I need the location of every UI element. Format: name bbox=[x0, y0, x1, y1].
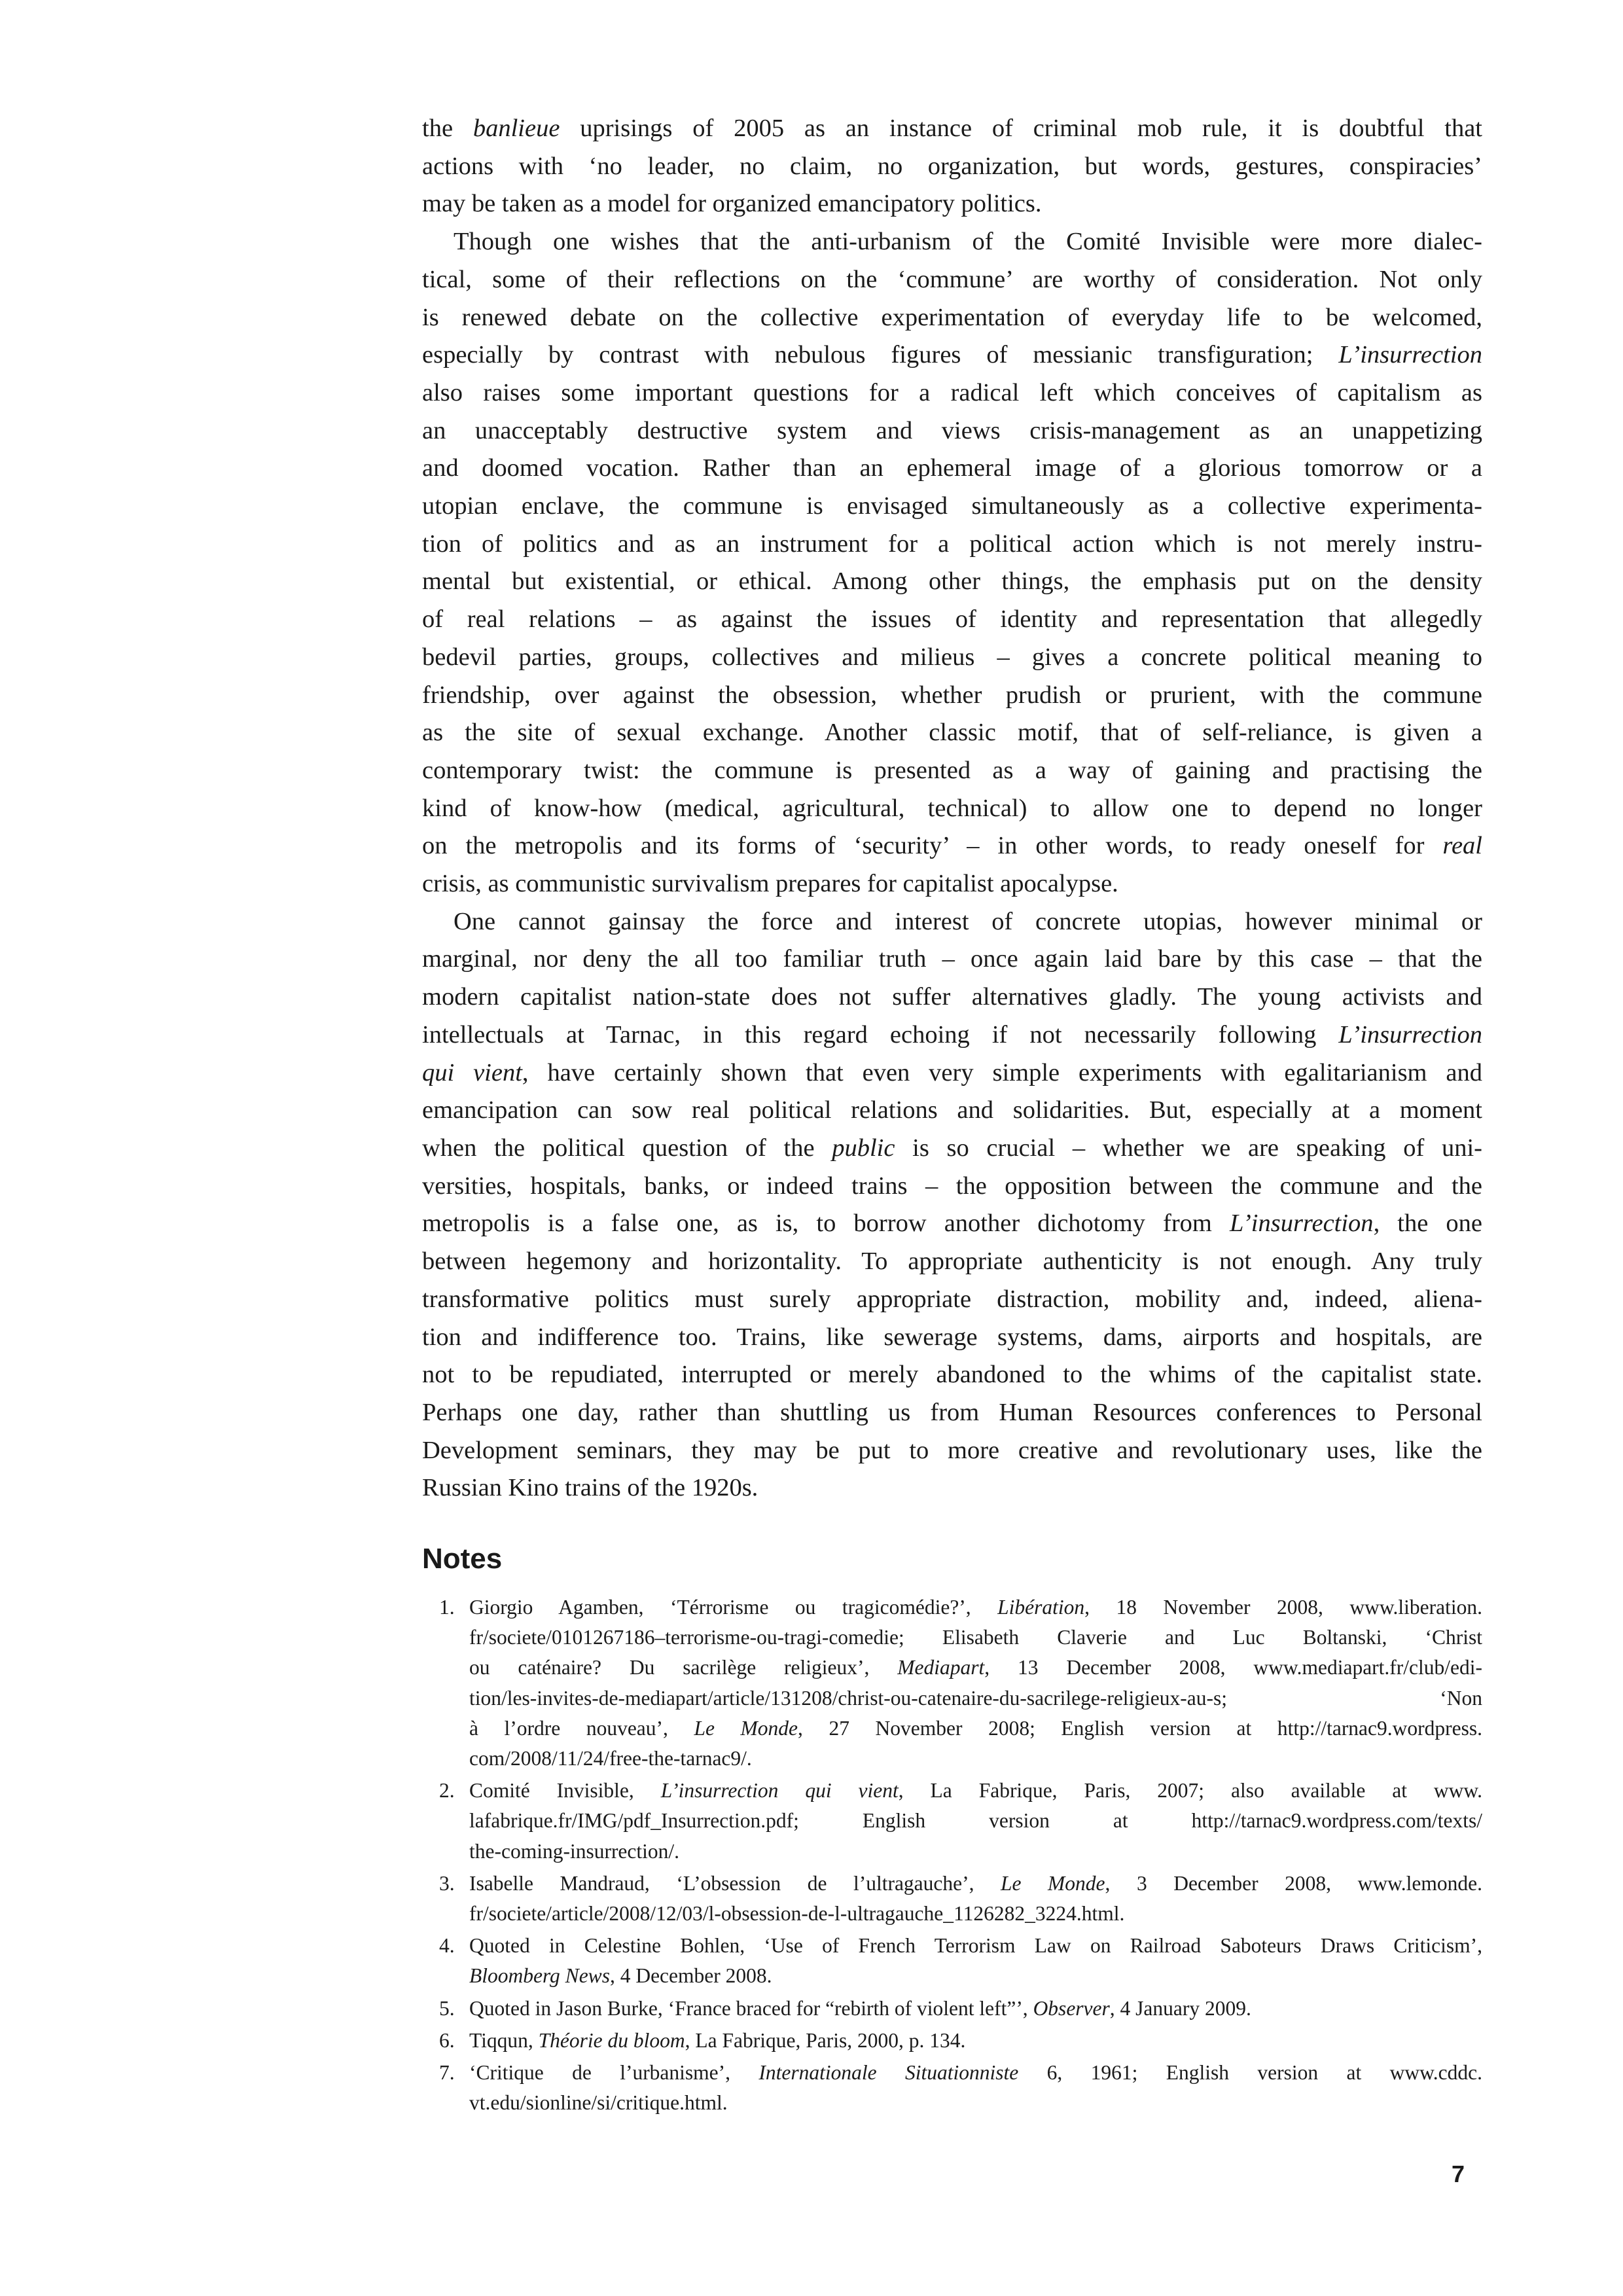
text-run: Comité Invisible, bbox=[469, 1779, 661, 1803]
text-run: modern capitalist nation-state does not suffer alternatives gladly. The young activists and bbox=[422, 983, 1482, 1011]
text-run: intellectuals at Tarnac, in this regard echoing if not necessarily following bbox=[422, 1020, 1339, 1049]
note-line bbox=[469, 1592, 1482, 1623]
note-number: 7. bbox=[439, 2061, 455, 2085]
italic-run: Bloomberg News bbox=[469, 1964, 610, 1988]
italic-run: banlieue bbox=[473, 115, 560, 142]
text-run: contemporary twist: the commune is presented as a way of gaining and practising the bbox=[422, 756, 1482, 784]
text-line bbox=[422, 412, 1482, 450]
text-line bbox=[422, 1016, 1482, 1054]
text-run: Quoted in Jason Burke, ‘France braced for “rebirth of violent left”’, bbox=[469, 1996, 1033, 2020]
text-line bbox=[422, 1432, 1482, 1470]
text-run: One cannot gainsay the force and interest of concrete utopias, however minimal or bbox=[454, 907, 1482, 935]
note-line bbox=[469, 2026, 1482, 2056]
note-item bbox=[422, 1869, 1482, 1929]
text-run: , 4 December 2008. bbox=[609, 1964, 772, 1988]
body-paragraph bbox=[422, 223, 1482, 903]
text-run: bedevil parties, groups, collectives and milieus – gives a concrete political meaning to bbox=[422, 643, 1482, 671]
text-run: actions with ‘no leader, no claim, no organization, but words, gestures, conspiracies’ bbox=[422, 152, 1482, 180]
note-line bbox=[469, 1994, 1482, 2024]
text-line bbox=[422, 677, 1482, 715]
text-run: Development seminars, they may be put to more creative and revolutionary uses, like the bbox=[422, 1436, 1482, 1464]
text-run: as the site of sexual exchange. Another classic motif, that of self-reliance, is given a bbox=[422, 719, 1482, 747]
note-number: 5. bbox=[439, 1996, 455, 2020]
text-line bbox=[422, 865, 1482, 903]
italic-run: Le Monde bbox=[694, 1716, 798, 1740]
note-line bbox=[469, 2058, 1482, 2088]
note-number: 6. bbox=[439, 2028, 455, 2052]
text-run: , 4 January 2009. bbox=[1109, 1996, 1251, 2020]
text-line bbox=[422, 1356, 1482, 1394]
text-line bbox=[422, 978, 1482, 1016]
note-line bbox=[469, 1931, 1482, 1961]
text-run: emancipation can sow real political relations and solidarities. But, especially at a moment bbox=[422, 1096, 1482, 1124]
text-run: the bbox=[422, 115, 473, 142]
text-run: is renewed debate on the collective experimentation of everyday life to be welcomed, bbox=[422, 303, 1482, 331]
text-run: , La Fabrique, Paris, 2007; also available at www. bbox=[898, 1779, 1482, 1803]
text-line bbox=[422, 941, 1482, 978]
text-run: com/2008/11/24/free-the-tarnac9/. bbox=[469, 1747, 752, 1770]
text-line bbox=[422, 790, 1482, 828]
text-run: , 18 November 2008, www.liberation. bbox=[1084, 1596, 1482, 1619]
text-run: marginal, nor deny the all too familiar truth – once again laid bare by this case – that the bbox=[422, 945, 1482, 973]
text-line bbox=[422, 1243, 1482, 1281]
notes-list bbox=[422, 1592, 1482, 2120]
note-number: 3. bbox=[439, 1871, 455, 1895]
text-run: lafabrique.fr/IMG/pdf_Insurrection.pdf; English version at http://tarnac9.wordpress.com/texts/ bbox=[469, 1809, 1482, 1833]
italic-run: Observer bbox=[1033, 1996, 1110, 2020]
text-run: friendship, over against the obsession, whether prudish or prurient, with the commune bbox=[422, 681, 1482, 709]
text-line bbox=[422, 1168, 1482, 1206]
text-run: metropolis is a false one, as is, to borrow another dichotomy from bbox=[422, 1210, 1230, 1238]
text-line bbox=[422, 261, 1482, 299]
text-line bbox=[422, 1281, 1482, 1319]
text-run: tion and indifference too. Trains, like sewerage systems, dams, airports and hospitals, are bbox=[422, 1323, 1482, 1351]
text-line bbox=[422, 1319, 1482, 1357]
text-run: crisis, as communistic survivalism prepares for capitalist apocalypse. bbox=[422, 870, 1118, 898]
text-run: , La Fabrique, Paris, 2000, p. 134. bbox=[685, 2028, 966, 2052]
text-line bbox=[422, 639, 1482, 677]
text-run: especially by contrast with nebulous figures of messianic transfiguration; bbox=[422, 341, 1339, 369]
text-line bbox=[422, 601, 1482, 639]
note-line bbox=[469, 1623, 1482, 1653]
note-line bbox=[469, 2088, 1482, 2118]
note-line bbox=[469, 1776, 1482, 1806]
text-run: , 3 December 2008, www.lemonde. bbox=[1105, 1871, 1482, 1895]
text-line bbox=[422, 714, 1482, 752]
italic-run: Libération bbox=[997, 1596, 1085, 1619]
text-run: kind of know-how (medical, agricultural, technical) to allow one to depend no longer bbox=[422, 794, 1482, 822]
text-run: transformative politics must surely appropriate distraction, mobility and, indeed, aliena- bbox=[422, 1285, 1482, 1313]
note-number: 1. bbox=[439, 1596, 455, 1619]
text-run: an unacceptably destructive system and views crisis-management as an unappetizing bbox=[422, 416, 1482, 444]
text-run: Giorgio Agamben, ‘Térrorisme ou tragicomédie?’, bbox=[469, 1596, 998, 1619]
italic-run: Internationale Situationniste bbox=[758, 2061, 1019, 2085]
text-line bbox=[422, 336, 1482, 374]
italic-run: Théorie du bloom bbox=[538, 2028, 685, 2052]
italic-run: L’insurrection bbox=[1338, 1020, 1482, 1049]
text-line bbox=[422, 1092, 1482, 1130]
text-run: 6, 1961; English version at www.cddc. bbox=[1018, 2061, 1482, 2085]
text-run: à l’ordre nouveau’, bbox=[469, 1716, 694, 1740]
text-run: Tiqqun, bbox=[469, 2028, 539, 2052]
text-run: vt.edu/sionline/si/critique.html. bbox=[469, 2091, 728, 2115]
page-number: 7 bbox=[1452, 2161, 1465, 2187]
text-run: fr/societe/article/2008/12/03/l-obsession-de-l-ultragauche_1126282_3224.html. bbox=[469, 1902, 1125, 1926]
text-run: versities, hospitals, banks, or indeed trains – the opposition between the commune and the bbox=[422, 1172, 1482, 1200]
text-run: on the metropolis and its forms of ‘security’ – in other words, to ready oneself for bbox=[422, 832, 1443, 860]
text-line bbox=[422, 374, 1482, 412]
text-run: of real relations – as against the issues of identity and representation that allegedly bbox=[422, 605, 1482, 634]
text-run: may be taken as a model for organized emancipatory politics. bbox=[422, 190, 1042, 218]
text-line bbox=[422, 110, 1482, 148]
text-run: mental but existential, or ethical. Among other things, the emphasis put on the density bbox=[422, 567, 1482, 596]
body-paragraph bbox=[422, 110, 1482, 223]
text-run: ‘Critique de l’urbanisme’, bbox=[469, 2061, 759, 2085]
text-run: Russian Kino trains of the 1920s. bbox=[422, 1474, 758, 1502]
text-line bbox=[422, 148, 1482, 186]
text-run: , 27 November 2008; English version at http://tarnac9.wordpress. bbox=[798, 1716, 1482, 1740]
text-run: when the political question of the bbox=[422, 1134, 832, 1162]
note-item bbox=[422, 1776, 1482, 1867]
text-run: uprisings of 2005 as an instance of criminal mob rule, it is doubtful that bbox=[560, 115, 1482, 142]
note-number: 2. bbox=[439, 1779, 455, 1803]
note-line bbox=[469, 1653, 1482, 1683]
text-line bbox=[422, 526, 1482, 564]
body-paragraph bbox=[422, 903, 1482, 1507]
text-run: between hegemony and horizontality. To appropriate authenticity is not enough. Any truly bbox=[422, 1247, 1482, 1276]
text-line bbox=[422, 1054, 1482, 1092]
text-line bbox=[422, 223, 1482, 261]
note-line bbox=[469, 1683, 1482, 1713]
text-line bbox=[422, 488, 1482, 526]
note-item bbox=[422, 1994, 1482, 2024]
text-run: tical, some of their reflections on the ‘commune’ are worthy of consideration. Not only bbox=[422, 265, 1482, 293]
text-line bbox=[422, 185, 1482, 223]
text-run: also raises some important questions for a radical left which conceives of capitalism as bbox=[422, 378, 1482, 406]
note-number: 4. bbox=[439, 1934, 455, 1958]
text-run: , the one bbox=[1373, 1210, 1483, 1238]
text-line bbox=[422, 299, 1482, 337]
text-line bbox=[422, 752, 1482, 790]
text-run: the-coming-insurrection/. bbox=[469, 1839, 680, 1863]
text-line bbox=[422, 450, 1482, 488]
text-run: Perhaps one day, rather than shuttling us from Human Resources conferences to Personal bbox=[422, 1398, 1482, 1426]
note-line bbox=[469, 1806, 1482, 1836]
italic-run: public bbox=[832, 1134, 895, 1162]
note-line bbox=[469, 1899, 1482, 1929]
text-line bbox=[422, 563, 1482, 601]
text-line bbox=[422, 827, 1482, 865]
italic-run: L’insurrection qui vient bbox=[660, 1779, 899, 1803]
note-line bbox=[469, 1744, 1482, 1774]
text-run: ou caténaire? Du sacrilège religieux’, bbox=[469, 1656, 898, 1679]
text-run: tion of politics and as an instrument for a political action which is not merely instru- bbox=[422, 529, 1482, 558]
text-run: , have certainly shown that even very simple experiments with egalitarianism and bbox=[522, 1058, 1482, 1086]
notes-heading: Notes bbox=[422, 1543, 503, 1575]
text-line bbox=[422, 1205, 1482, 1243]
text-line bbox=[422, 1130, 1482, 1168]
text-run: is so crucial – whether we are speaking of uni- bbox=[895, 1134, 1482, 1162]
text-line bbox=[422, 1469, 1482, 1507]
note-item bbox=[422, 2026, 1482, 2056]
text-run: utopian enclave, the commune is envisaged simultaneously as a collective experimenta- bbox=[422, 492, 1482, 520]
text-run: Though one wishes that the anti-urbanism of the Comité Invisible were more dialec- bbox=[454, 228, 1482, 256]
text-run: and doomed vocation. Rather than an ephemeral image of a glorious tomorrow or a bbox=[422, 454, 1482, 482]
note-line bbox=[469, 1961, 1482, 1991]
italic-run: L’insurrection bbox=[1229, 1210, 1374, 1238]
text-run: tion/les-invites-de-mediapart/article/131208/christ-ou-catenaire-du-sacrilege-religieux-au-s; ‘Non bbox=[469, 1686, 1482, 1710]
note-line bbox=[469, 1713, 1482, 1744]
note-item bbox=[422, 1931, 1482, 1991]
italic-run: Mediapart bbox=[897, 1656, 985, 1679]
text-run: fr/societe/0101267186–terrorisme-ou-tragi-comedie; Elisabeth Claverie and Luc Boltanski, ‘Christ bbox=[469, 1626, 1482, 1649]
note-item bbox=[422, 1592, 1482, 1774]
body-text bbox=[422, 110, 1482, 1507]
text-line bbox=[422, 1394, 1482, 1432]
note-line bbox=[469, 1869, 1482, 1899]
text-run: , 13 December 2008, www.mediapart.fr/club/edi- bbox=[984, 1656, 1482, 1679]
italic-run: Le Monde bbox=[1001, 1871, 1105, 1895]
text-run: not to be repudiated, interrupted or merely abandoned to the whims of the capitalist state. bbox=[422, 1361, 1482, 1389]
text-run: Isabelle Mandraud, ‘L’obsession de l’ultragauche’, bbox=[469, 1871, 1001, 1895]
italic-run: L’insurrection bbox=[1338, 341, 1482, 369]
italic-run: real bbox=[1442, 832, 1482, 860]
note-line bbox=[469, 1837, 1482, 1867]
italic-run: qui vient bbox=[422, 1058, 522, 1086]
note-item bbox=[422, 2058, 1482, 2118]
text-run: Quoted in Celestine Bohlen, ‘Use of French Terrorism Law on Railroad Saboteurs Draws Criticism’, bbox=[469, 1934, 1482, 1958]
text-line bbox=[422, 903, 1482, 941]
